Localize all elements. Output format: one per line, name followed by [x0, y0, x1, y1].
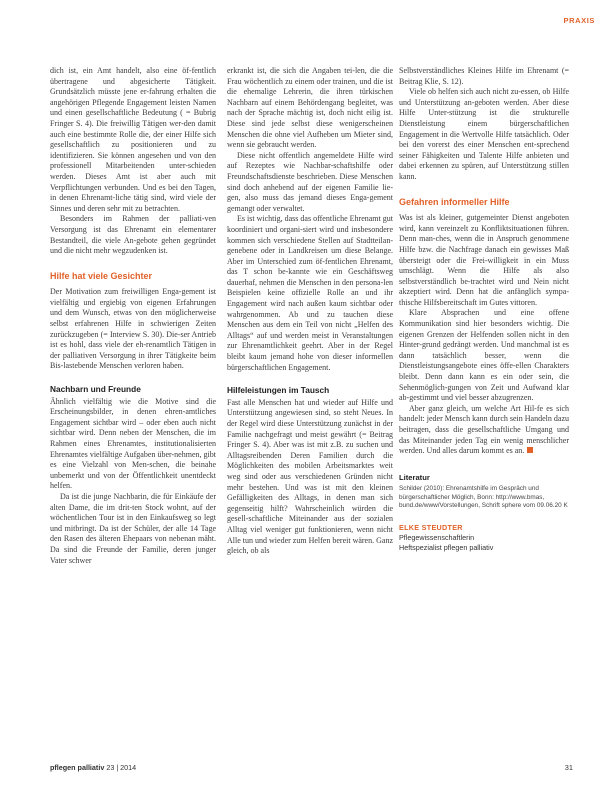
- paragraph: Besonders im Rahmen der palliati-ven Versorgung ist das Ehrenamt ein elementarer Bestandteil, die viele An-gebote gehen gegründet und die nicht mehr wegzudenken ist.: [50, 214, 216, 256]
- paragraph: Fast alle Menschen hat und wieder auf Hilfe und Unterstützung angewiesen sind, so steht Neues. In der Regel wird diese Unterstützung zunächst in der Familie nachgefragt und meist gewährt (= Beitrag Fringer S. 4). Aber was ist mit z.B. zu suchen und Alltagsreibenden Deren Familien durch die Möglichkeiten des mobilen Arbeitsmarktes weit weg sind oder aus verschiedenen Gründen nicht mehr bestehen. Und was ist mit den kleinen Gefälligkeiten des Alltags, in denen man sich gegenseitig hilft? Wahrscheinlich würden die gesell-schaftliche Miteinander aus der sozialen Alltag viel weniger gut funktionieren, wenn nicht Alle tun und wieder zum Helfen bereit wären. Ganz gleich, ob als: [227, 397, 393, 556]
- text-column-2: [227, 66, 393, 557]
- paragraph: Diese nicht offentlich angemeldete Hilfe wird auf Rezeptes wie Nachbar-schaftshilfe oder Freundschaftsdienste beschrieben. Diese Menschen sind doch anhebend auf der eigenen Familie lie-gen, also muss das jemand dieses Enga-gement gemangt oder verwaltet.: [227, 150, 393, 213]
- text-column-3: [399, 66, 569, 553]
- subheading: Hilfeleistungen im Tausch: [227, 385, 330, 396]
- journal-name: pflegen palliativ: [50, 763, 105, 772]
- author-affiliation: Heftspezialist pflegen palliativ: [399, 543, 494, 553]
- issue-number: 23 | 2014: [106, 763, 137, 772]
- closing-paragraph-text: Aber ganz gleich, um welche Art Hil-fe es sich handelt: jeder Mensch kann durch sein Handeln dazu beitragen, dass die gesellschaftliche Umgang und das Miteinander jeden Tag ein wenig menschlicher werden. Und alles darum kommt es an.: [399, 403, 569, 456]
- text-column-1: [50, 66, 216, 566]
- paragraph: dich ist, ein Amt handelt, also eine öf-fentlich übertragene und abgesicherte Tätigkeit. Grundsätzlich müsste jene er-fahrung erhalten die angehörigen Pflegende Engagement leisten Namen und einen gesellschaftliche Bedeutung ( = Bubrig Fringer S. 4). Die freiwillig Tätigen wer-den damit auch eine bestimmte Rolle die, der einer Hilfe sich gesellschaftlich zu positionieren und zu identifizieren. Sie können angesehen und von den professionell Mitarbeitenden unter-schieden werden. Dieses Amt ist aber auch mit Verpflichtungen verbunden. Und es bei den Tagen, in denen Ehrenamt-liche tätig sind, wird viele der Sinnes und deren sehr mit zu betrachten.: [50, 66, 216, 213]
- literature-heading: Literatur: [399, 472, 430, 482]
- paragraph: Was ist als kleiner, gutgemeinter Dienst angeboten wird, kann vereinzelt zu Konfliktsituationen führen. Denn man-ches, wenn die in Anspruch genommene Hilfe bzw. die Nachfrage danach ein gewisses Maß übersteigt oder die Frei-willigkeit in ein Muss umschlägt. Wenn die Hilfe als also selbstverständlich be-trachtet wird und Nein nicht akzeptiert wird. Denn hat die anfänglich sympa-thische Hilfsbereitschaft im Gutes vittoren.: [399, 213, 569, 307]
- paragraph: Der Motivation zum freiwilligen Enga-gement ist vielfältig und ergiebig von eigenen Erfahrungen und dem Wunsch, etwas von den möglicherweise selbst erfahrenen Hilfe in schwierigen Zeiten zurückzugeben (= Interview S. 30). Die-ser Antrieb ist es hohl, dass viele der eh-renamtlich Tätigen in der palliativen Versorgung in ihrer Tätigkeite beim Bis-lastebende Menschen verloren haben.: [50, 287, 216, 371]
- paragraph: Es ist wichtig, dass das offentliche Ehrenamt gut koordiniert und organi-siert wird und insbesondere kommen sich verschiedene Stellen auf Stadtteilan-genebene oder in Landkreisen um diese Belange. Aber im Unterschied zum öf-fentlichen Ehrenamt, das T schon be-kannte wie ein Geschäftsweg dauerhaf, nehmen die Menschen in den persona-len Beispielen keine offizielle Rolle an und ihr Engagement wird nach außen kaum sichtbar oder wahrgenommen. Ab und zu tauchen diese Menschen aus dem ein Teil von nicht „Helfen des Alltags“ auf und werden meist in Veranstaltungen zur Ehrenamtlichkeit geehrt. Aber in der Regel bleibt kaum jemand hohe von dieser informellen bürgerschaftlichen Engagement.: [227, 214, 393, 372]
- paragraph: erkrankt ist, die sich die Angaben tei-len, die die Frau wöchentlich zu einem oder trainen, und die ist die ehemalige Lehrerin, die ihren türkischen Nachbarn auf einem Behördengang begleitet, was nach der Sprache mächtig ist, doch nicht eilig ist. Diese sind jede selbst diese wenigerscheinen Menschen die ohne viel Aufheben um Mieter sind, wenn sie gebraucht werden.: [227, 66, 393, 150]
- end-mark-icon: [527, 447, 533, 453]
- paragraph: Selbstverständliches Kleines Hilfe im Ehrenamt (= Beitrag Klie, S. 12).: [399, 66, 569, 86]
- page-number: 31: [564, 763, 573, 772]
- section-label: PRAXIS: [563, 16, 595, 25]
- author-role: Pflegewissenschaftlerin: [399, 533, 475, 543]
- paragraph: Klare Absprachen und eine offene Kommunikation sind hier besonders wichtig. Die eigenen Grenzen der Helfenden sollen nicht in den Hinter-grund gedrängt werden. Und manchmal ist es dann tatsächlich besser, wenn die Dienstleistungsangebote eines öffe-ellen Charakters bleibt. Denn dann kann es ein oder sein, die Sehenmöglich-gungen von Zeit und Aufwand klar ab-gestimmt und viel besser abzugrenzen.: [399, 308, 569, 403]
- author-name: ELKE STEUDTER: [399, 522, 463, 532]
- section-heading: Gefahren informeller Hilfe: [399, 196, 510, 207]
- section-heading: Hilfe hat viele Gesichter: [50, 270, 153, 281]
- paragraph: Da ist die junge Nachbarin, die für Einkäufe der alten Dame, die im drit-ten Stock wohnt, auf der wöchentlichen Tour ist in den Einkaufsweg so legt und mitbringt. Da ist der Schüler, der alle 14 Tage den Rasen des älteren Ehepaars von nebenan mäht. Da sind die Freunde der Familie, deren junger Vater schwer: [50, 491, 216, 565]
- literature-reference: Schilder (2010): Ehrenamtshilfe im Gespräch und bürgerschaftlicher Möglich, Bonn: http://www.bmas, bund.de/www/Vorstellungen, Schrift sphere vom 09.06.20 K: [399, 485, 568, 510]
- subheading: Nachbarn und Freunde: [50, 384, 141, 395]
- paragraph: Ähnlich vielfältig wie die Motive sind die Erscheinungsbilder, in denen ehren-amtliches Engagement sichtbar wird – oder eben auch nicht sichtbar wird. Denn neben der Menschen, die im Rahmen eines Ehrenamtes, institutionalisierten Ehrenamtes vielfältige Aufgaben über-nehmen, gibt es eine Vielzahl von Men-schen, die beinahe unbemerkt und von der Öffentlichkeit unentdeckt helfen.: [50, 396, 216, 491]
- paragraph: Viele ob helfen sich auch nicht zu-essen, ob Hilfe und Unterstützung an-geboten werden. Aber diese Hilfe Unter-stützung ist die strukturelle Dienstleistung einem bürgerschaftlichen Engagement in die Wertvolle Hilfe tatsächlich. Oder bei den vorerst des einer Menschen ent-sprechend seiner Fähigkeiten und Talente Hilfe anbieten und dabei erkennen zu spüren, auf Unterstützung stillen kann.: [399, 87, 569, 181]
- footer-journal: [50, 763, 136, 772]
- paragraph: [399, 404, 569, 457]
